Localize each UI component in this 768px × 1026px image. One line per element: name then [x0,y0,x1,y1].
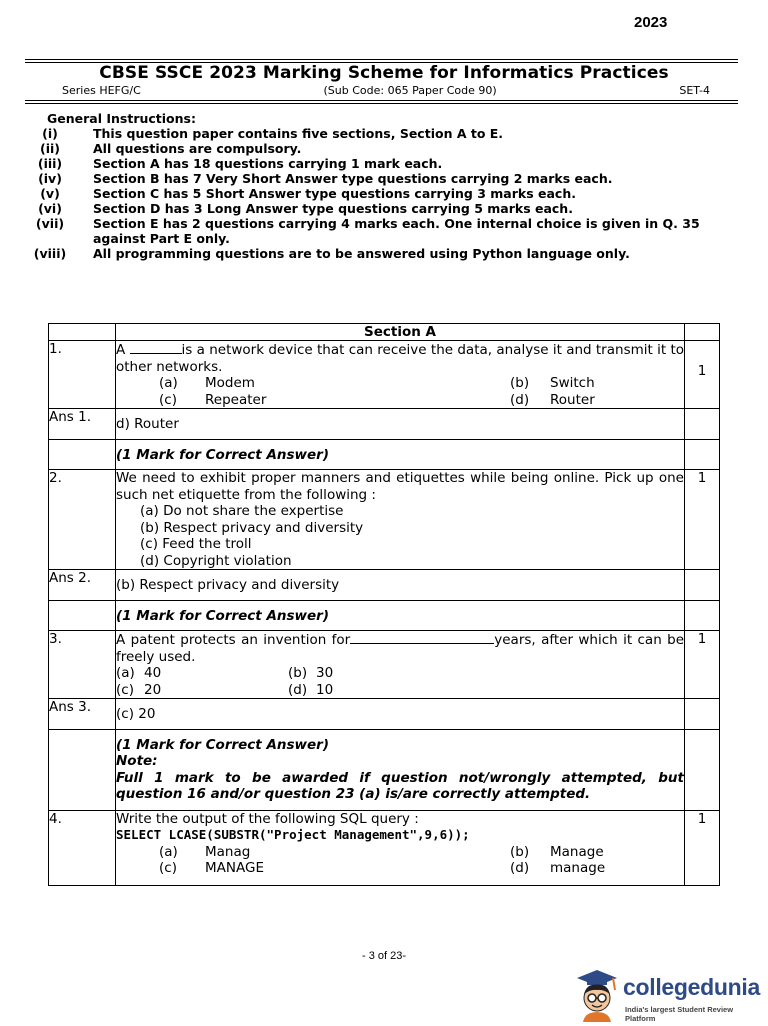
option-text: 10 [316,681,334,698]
option-label: (d) [288,681,308,698]
question-row [49,810,720,885]
marking-row [49,729,720,810]
logo-text: collegedunia [623,974,760,1000]
answer-number: Ans 1. [49,409,116,440]
answer-number: Ans 3. [49,699,116,730]
header-rule-top [25,59,738,60]
option-text: Manage [550,843,604,860]
instruction-num: (iii) [37,156,63,171]
question-text: is a network device that can receive the data, analyse it and transmit it to other networks. [116,342,684,375]
question-text: We need to exhibit proper manners and etiquettes while being online. Pick up one such net etiquette from the following : [116,470,684,503]
section-header-row [49,324,720,341]
option-label: (a) [116,665,135,681]
option-text: MANAGE [205,860,264,876]
header-rule-bottom-2 [25,103,738,104]
option-item: (d) Copyright violation [140,552,292,569]
question-body [116,470,685,570]
options-list [140,503,684,569]
question-body [116,810,685,885]
instruction-text: All programming questions are to be answered using Python language only. [93,246,630,261]
logo-tagline: India's largest Student Review Platform [625,1005,734,1023]
option-text: Manag [205,843,251,860]
option-item: (c) Feed the troll [140,536,252,552]
marking-note: (1 Mark for Correct Answer) [116,736,330,753]
option-label: (b) [510,843,530,860]
instruction-num: (vi) [38,201,62,216]
option-text: 40 [144,665,162,681]
options-grid [116,665,684,698]
answer-number: Ans 2. [49,570,116,601]
answer-text: (b) Respect privacy and diversity [116,570,685,601]
question-number: 3. [49,631,116,699]
option-label: (a) [159,375,178,391]
answer-text: (c) 20 [116,699,685,730]
answer-row [49,409,720,440]
instruction-item [30,201,730,216]
question-body [116,631,685,699]
marking-note-block [116,729,685,810]
instruction-text: Section E has 2 questions carrying 4 marks each. One internal choice is given in Q. 35 against Part E only. [93,216,700,246]
set-code: SET-4 [679,84,710,97]
option-text: Switch [550,375,595,391]
page-title: CBSE SSCE 2023 Marking Scheme for Informatics Practices [99,63,669,83]
instruction-text: Section A has 18 questions carrying 1 mark each. [93,156,443,171]
question-row [49,631,720,699]
option-label: (c) [159,391,177,408]
question-number: 4. [49,810,116,885]
instruction-item [30,171,730,186]
option-item: (b) Respect privacy and diversity [140,519,364,536]
subtitle-line [62,84,710,97]
header-rule-bottom [25,100,738,101]
options-grid [159,844,684,877]
question-row [49,341,720,409]
option-label: (c) [116,681,134,698]
series-code: Series HEFG/C [62,84,141,97]
sql-code: SELECT LCASE(SUBSTR("Project Management",9,6)); [116,827,470,842]
options-grid [159,375,684,408]
option-label: (d) [510,391,530,408]
section-title: Section A [116,324,685,341]
sub-code: (Sub Code: 065 Paper Code 90) [323,84,497,97]
instruction-item [30,246,730,261]
answer-text: d) Router [116,409,685,440]
option-label: (c) [159,860,177,876]
instructions-list [30,126,730,261]
page-number: - 3 of 23- [361,950,407,962]
note-text: Full 1 mark to be awarded if question not/wrongly attempted, but question 16 and/or question 23 (a) is/are correctly attempted. [116,769,684,802]
year-label: 2023 [634,14,668,31]
question-text: Write the output of the following SQL query : [116,810,419,827]
question-number: 2. [49,470,116,570]
instruction-item [30,216,730,246]
instruction-text: All questions are compulsory. [93,141,302,156]
option-text: 30 [316,665,334,681]
questions-table [48,323,720,886]
marking-note: (1 Mark for Correct Answer) [116,439,685,470]
option-label: (b) [288,665,308,681]
question-row [49,470,720,570]
question-marks: 1 [685,341,720,409]
instruction-text: Section D has 3 Long Answer type questions carrying 5 marks each. [93,201,573,216]
question-text: years, after which it can be freely used. [116,632,684,665]
question-marks: 1 [685,810,720,885]
answer-row [49,699,720,730]
instruction-item [30,186,730,201]
marking-note: (1 Mark for Correct Answer) [116,600,685,631]
answer-blank [130,341,182,354]
question-text-pre: A patent protects an invention for [116,632,351,648]
instruction-num: (vii) [35,216,65,231]
option-label: (a) [159,843,178,860]
marking-row [49,439,720,470]
question-marks: 1 [685,631,720,699]
marking-row [49,600,720,631]
option-text: 20 [144,681,162,698]
graduate-mascot-icon [573,966,625,1022]
instruction-num: (ii) [40,141,60,156]
instructions-title: General Instructions: [47,111,196,126]
instruction-item [30,156,730,171]
option-label: (b) [510,375,530,391]
note-label: Note: [116,753,158,769]
instruction-num: (i) [42,126,58,141]
option-text: Modem [205,375,255,391]
instruction-text: Section B has 7 Very Short Answer type questions carrying 2 marks each. [93,171,613,186]
option-label: (d) [510,860,530,876]
instruction-text: Section C has 5 Short Answer type questions carrying 3 marks each. [93,186,576,201]
option-text: Repeater [205,391,267,408]
option-text: Router [550,391,595,408]
question-text-pre: A [116,342,130,358]
question-number: 1. [49,341,116,409]
option-text: manage [550,860,606,876]
instruction-item [30,126,730,141]
answer-blank [350,631,494,644]
instruction-num: (iv) [38,171,62,186]
collegedunia-logo [573,966,763,1022]
answer-row [49,570,720,601]
instruction-num: (v) [40,186,60,201]
option-item: (a) Do not share the expertise [140,503,344,519]
instruction-text: This question paper contains five sections, Section A to E. [93,126,504,141]
instruction-num: (viii) [33,246,67,261]
instruction-item [30,141,730,156]
question-body [116,341,685,409]
question-marks: 1 [685,470,720,570]
